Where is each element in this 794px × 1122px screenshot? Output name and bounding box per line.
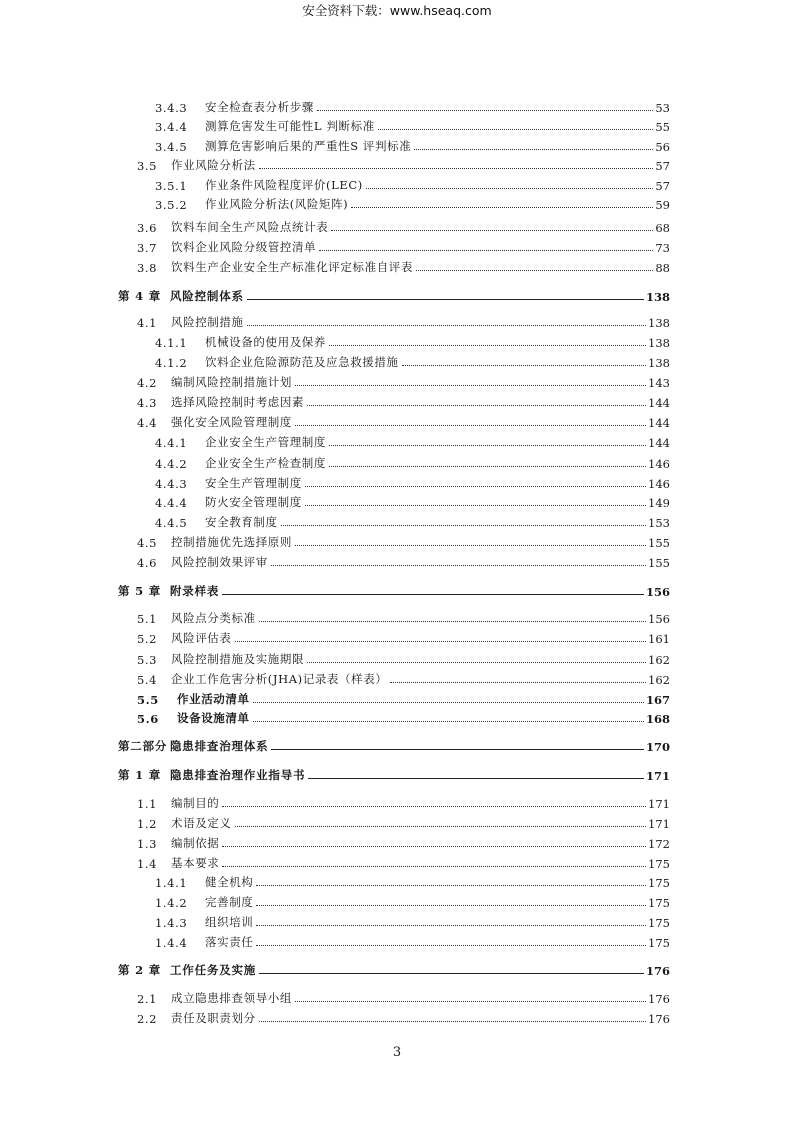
toc-entry-number: 4.4.5 xyxy=(155,516,188,530)
toc-entry-page: 162 xyxy=(648,653,670,667)
toc-entry-page: 53 xyxy=(655,101,670,115)
toc-entry-title: 作业风险分析法(风险矩阵) xyxy=(205,197,349,211)
toc-entry-page: 56 xyxy=(655,140,670,154)
toc-entry-number: 1.4.1 xyxy=(155,876,188,890)
toc-entry-page: 172 xyxy=(648,837,670,851)
toc-entry[interactable] xyxy=(137,649,670,667)
toc-entry-page: 138 xyxy=(648,316,670,330)
toc-entry-page: 171 xyxy=(645,769,670,783)
dot-leader xyxy=(295,545,646,546)
toc-entry-title: 控制措施优先选择原则 xyxy=(171,535,292,549)
toc-entry-number: 4.5 xyxy=(137,536,158,550)
toc-entry-page: 175 xyxy=(648,936,670,950)
toc-entry-page: 68 xyxy=(655,221,670,235)
dot-leader xyxy=(329,345,646,346)
toc-entry-number: 3.4.4 xyxy=(155,120,188,134)
toc-entry-number: 4.1.2 xyxy=(155,356,188,370)
toc-entry-title: 安全生产管理制度 xyxy=(205,476,302,490)
toc-entry[interactable] xyxy=(155,473,670,491)
toc-entry-page: 171 xyxy=(648,797,670,811)
toc-entry[interactable] xyxy=(137,833,670,851)
dot-leader xyxy=(259,973,644,974)
toc-entry-number: 5.6 xyxy=(137,712,159,726)
toc-entry-page: 175 xyxy=(648,876,670,890)
dot-leader xyxy=(351,207,653,208)
toc-entry-page: 144 xyxy=(648,416,670,430)
toc-entry-page: 176 xyxy=(645,964,670,978)
toc-entry-number: 4.3 xyxy=(137,396,158,410)
toc-entry-page: 171 xyxy=(648,817,670,831)
toc-entry-number: 1.4.2 xyxy=(155,896,188,910)
toc-entry-page: 146 xyxy=(648,477,670,491)
toc-entry[interactable] xyxy=(155,492,670,510)
toc-entry[interactable] xyxy=(137,708,670,726)
toc-entry-title: 隐患排查治理作业指导书 xyxy=(170,768,306,782)
toc-entry-number: 1.4 xyxy=(137,857,158,871)
dot-leader xyxy=(256,945,646,946)
toc-entry-title: 测算危害发生可能性L 判断标准 xyxy=(205,119,375,133)
toc-entry[interactable] xyxy=(155,932,670,950)
toc-entry[interactable] xyxy=(155,175,670,193)
dot-leader xyxy=(235,641,647,642)
toc-entry[interactable] xyxy=(118,581,670,599)
toc-entry-number: 4.4.2 xyxy=(155,457,188,471)
toc-entry-page: 57 xyxy=(655,159,670,173)
toc-entry-page: 144 xyxy=(648,436,670,450)
toc-entry-title: 编制依据 xyxy=(171,836,220,850)
toc-entry-title: 工作任务及实施 xyxy=(170,963,257,977)
dot-leader xyxy=(253,721,644,722)
toc-entry-page: 162 xyxy=(648,673,670,687)
dot-leader xyxy=(256,885,646,886)
dot-leader xyxy=(253,702,644,703)
toc-entry-page: 168 xyxy=(645,712,670,726)
toc-entry-title: 饮料生产企业安全生产标准化评定标准自评表 xyxy=(171,260,413,274)
toc-entry[interactable] xyxy=(137,669,670,687)
toc-entry-title: 组织培训 xyxy=(205,915,254,929)
toc-entry-number: 4.4.3 xyxy=(155,477,188,491)
download-watermark: 安全资料下载：www.hseaq.com xyxy=(302,3,492,18)
toc-entry-page: 175 xyxy=(648,916,670,930)
toc-entry-title: 企业工作危害分析(JHA)记录表（样表） xyxy=(171,672,388,686)
dot-leader xyxy=(256,925,646,926)
toc-entry-title: 健全机构 xyxy=(205,875,254,889)
toc-entry[interactable] xyxy=(137,628,670,646)
dot-leader xyxy=(259,621,646,622)
dot-leader xyxy=(271,565,646,566)
toc-entry-page: 153 xyxy=(648,516,670,530)
dot-leader xyxy=(402,365,646,366)
toc-entry-page: 156 xyxy=(648,612,670,626)
toc-entry[interactable] xyxy=(137,217,670,235)
toc-entry-page: 156 xyxy=(645,585,670,599)
dot-leader xyxy=(259,1021,646,1022)
toc-entry-page: 55 xyxy=(655,120,670,134)
toc-entry-page: 138 xyxy=(645,290,670,304)
dot-leader xyxy=(331,230,653,231)
dot-leader xyxy=(222,594,644,595)
toc-entry[interactable] xyxy=(137,257,670,275)
dot-leader xyxy=(222,846,646,847)
toc-entry-number: 2.2 xyxy=(137,1012,158,1026)
toc-entry-number: 第 5 章 xyxy=(118,584,162,598)
toc-entry-number: 3.6 xyxy=(137,221,158,235)
toc-entry-title: 安全检查表分析步骤 xyxy=(205,100,314,114)
toc-entry[interactable] xyxy=(155,432,670,450)
toc-entry-title: 风险点分类标准 xyxy=(171,611,256,625)
toc-entry-number: 3.7 xyxy=(137,241,158,255)
dot-leader xyxy=(295,1001,646,1002)
toc-entry-number: 第 1 章 xyxy=(118,768,162,782)
toc-entry[interactable] xyxy=(137,1008,670,1026)
toc-entry[interactable] xyxy=(118,286,670,304)
toc-entry-title: 企业安全生产检查制度 xyxy=(205,456,326,470)
toc-entry[interactable] xyxy=(155,116,670,134)
toc-entry-page: 176 xyxy=(648,1012,670,1026)
toc-entry[interactable] xyxy=(155,97,670,115)
toc-entry[interactable] xyxy=(137,689,670,707)
toc-entry-page: 144 xyxy=(648,396,670,410)
toc-entry-title: 术语及定义 xyxy=(171,816,232,830)
toc-entry-number: 5.1 xyxy=(137,612,158,626)
toc-entry-page: 175 xyxy=(648,857,670,871)
toc-entry-title: 隐患排查治理体系 xyxy=(170,739,269,753)
toc-entry-page: 146 xyxy=(648,457,670,471)
dot-leader xyxy=(305,505,646,506)
toc-entry[interactable] xyxy=(118,765,670,783)
toc-entry-title: 饮料企业风险分级管控清单 xyxy=(171,240,317,254)
toc-entry-title: 成立隐患排查领导小组 xyxy=(171,991,292,1005)
toc-entry[interactable] xyxy=(155,352,670,370)
toc-entry-title: 落实责任 xyxy=(205,935,254,949)
toc-entry-page: 73 xyxy=(655,241,670,255)
toc-entry-number: 3.4.5 xyxy=(155,140,188,154)
toc-entry-title: 作业条件风险程度评价(LEC) xyxy=(205,178,363,192)
toc-entry-page: 59 xyxy=(655,198,670,212)
dot-leader xyxy=(235,826,647,827)
dot-leader xyxy=(271,749,644,750)
toc-entry[interactable] xyxy=(137,312,670,330)
toc-entry-number: 2.1 xyxy=(137,992,158,1006)
dot-leader xyxy=(295,425,646,426)
toc-entry-page: 155 xyxy=(648,536,670,550)
toc-entry-title: 设备设施清单 xyxy=(177,711,250,725)
toc-entry-number: 4.4 xyxy=(137,416,158,430)
dot-leader xyxy=(416,270,653,271)
toc-entry-title: 编制风险控制措施计划 xyxy=(171,375,292,389)
toc-entry-page: 138 xyxy=(648,336,670,350)
dot-leader xyxy=(329,466,646,467)
toc-entry-title: 编制目的 xyxy=(171,796,220,810)
toc-entry-title: 风险控制效果评审 xyxy=(171,555,268,569)
toc-entry[interactable] xyxy=(118,736,670,754)
toc-entry-title: 基本要求 xyxy=(171,856,220,870)
toc-entry-title: 测算危害影响后果的严重性S 评判标准 xyxy=(205,139,412,153)
dot-leader xyxy=(222,806,646,807)
toc-entry[interactable] xyxy=(155,512,670,530)
toc-entry-title: 饮料车间全生产风险点统计表 xyxy=(171,220,329,234)
toc-entry-number: 第 4 章 xyxy=(118,289,162,303)
toc-entry[interactable] xyxy=(137,237,670,255)
toc-entry-number: 3.5.2 xyxy=(155,198,188,212)
toc-entry[interactable] xyxy=(155,912,670,930)
toc-entry-title: 风险控制措施 xyxy=(171,315,244,329)
toc-entry-title: 机械设备的使用及保养 xyxy=(205,335,326,349)
toc-entry-number: 5.3 xyxy=(137,653,158,667)
toc-entry-number: 3.5 xyxy=(137,159,158,173)
dot-leader xyxy=(308,778,644,779)
toc-entry[interactable] xyxy=(137,532,670,550)
dot-leader xyxy=(390,682,646,683)
toc-entry[interactable] xyxy=(137,813,670,831)
toc-entry-page: 88 xyxy=(655,261,670,275)
toc-entry[interactable] xyxy=(137,412,670,430)
toc-entry-number: 5.2 xyxy=(137,632,158,646)
dot-leader xyxy=(247,325,646,326)
toc-entry-number: 5.4 xyxy=(137,673,158,687)
dot-leader xyxy=(247,299,644,300)
toc-entry-page: 155 xyxy=(648,556,670,570)
toc-entry[interactable] xyxy=(137,155,670,173)
toc-entry-title: 附录样表 xyxy=(170,584,220,598)
toc-entry[interactable] xyxy=(155,194,670,212)
toc-entry-number: 4.4.4 xyxy=(155,496,188,510)
toc-entry-title: 风险控制措施及实施期限 xyxy=(171,652,305,666)
toc-entry-number: 第二部分 xyxy=(118,739,168,753)
dot-leader xyxy=(222,866,646,867)
dot-leader xyxy=(307,662,646,663)
toc-entry-number: 1.3 xyxy=(137,837,158,851)
toc-entry-number: 4.4.1 xyxy=(155,436,188,450)
toc-entry-page: 57 xyxy=(655,179,670,193)
toc-entry[interactable] xyxy=(155,136,670,154)
toc-entry-page: 170 xyxy=(645,740,670,754)
toc-entry-number: 4.1 xyxy=(137,316,158,330)
toc-entry-number: 3.8 xyxy=(137,261,158,275)
toc-entry-title: 强化安全风险管理制度 xyxy=(171,415,292,429)
toc-entry[interactable] xyxy=(137,853,670,871)
toc-entry-title: 企业安全生产管理制度 xyxy=(205,435,326,449)
page-number: 3 xyxy=(392,1045,402,1060)
toc-entry-page: 138 xyxy=(648,356,670,370)
toc-entry[interactable] xyxy=(137,392,670,410)
toc-entry-page: 143 xyxy=(648,376,670,390)
toc-entry[interactable] xyxy=(118,960,670,978)
toc-entry-title: 完善制度 xyxy=(205,895,254,909)
toc-entry-number: 5.5 xyxy=(137,693,159,707)
dot-leader xyxy=(317,110,653,111)
dot-leader xyxy=(256,905,646,906)
dot-leader xyxy=(319,250,653,251)
toc-entry[interactable] xyxy=(137,552,670,570)
toc-entry-page: 161 xyxy=(648,632,670,646)
toc-entry-number: 第 2 章 xyxy=(118,963,162,977)
toc-entry[interactable] xyxy=(155,332,670,350)
toc-entry[interactable] xyxy=(155,892,670,910)
toc-entry-title: 作业活动清单 xyxy=(177,692,250,706)
dot-leader xyxy=(366,188,654,189)
dot-leader xyxy=(414,149,653,150)
toc-entry[interactable] xyxy=(137,988,670,1006)
dot-leader xyxy=(281,525,646,526)
toc-entry-number: 1.4.3 xyxy=(155,916,188,930)
toc-entry[interactable] xyxy=(155,453,670,471)
toc-entry-number: 4.6 xyxy=(137,556,158,570)
toc-entry[interactable] xyxy=(137,372,670,390)
toc-entry[interactable] xyxy=(137,793,670,811)
toc-entry-number: 1.1 xyxy=(137,797,158,811)
dot-leader xyxy=(305,486,646,487)
toc-entry[interactable] xyxy=(137,608,670,626)
toc-entry-number: 1.2 xyxy=(137,817,158,831)
toc-entry-title: 安全教育制度 xyxy=(205,515,278,529)
toc-entry-title: 作业风险分析法 xyxy=(171,158,256,172)
toc-entry-title: 饮料企业危险源防范及应急救援措施 xyxy=(205,355,399,369)
dot-leader xyxy=(307,405,646,406)
dot-leader xyxy=(329,445,646,446)
toc-entry-number: 4.1.1 xyxy=(155,336,188,350)
toc-entry-title: 责任及职责划分 xyxy=(171,1011,256,1025)
dot-leader xyxy=(295,385,646,386)
dot-leader xyxy=(378,129,654,130)
toc-entry-title: 防火安全管理制度 xyxy=(205,495,302,509)
toc-entry-page: 175 xyxy=(648,896,670,910)
toc-entry-number: 4.2 xyxy=(137,376,158,390)
toc-entry-number: 3.5.1 xyxy=(155,179,188,193)
toc-entry-title: 风险评估表 xyxy=(171,631,232,645)
toc-entry-title: 风险控制体系 xyxy=(170,289,244,303)
toc-entry-page: 176 xyxy=(648,992,670,1006)
toc-entry[interactable] xyxy=(155,872,670,890)
toc-entry-page: 149 xyxy=(648,496,670,510)
dot-leader xyxy=(259,168,654,169)
toc-entry-title: 选择风险控制时考虑因素 xyxy=(171,395,305,409)
toc-entry-number: 3.4.3 xyxy=(155,101,188,115)
toc-entry-number: 1.4.4 xyxy=(155,936,188,950)
toc-entry-page: 167 xyxy=(645,693,670,707)
